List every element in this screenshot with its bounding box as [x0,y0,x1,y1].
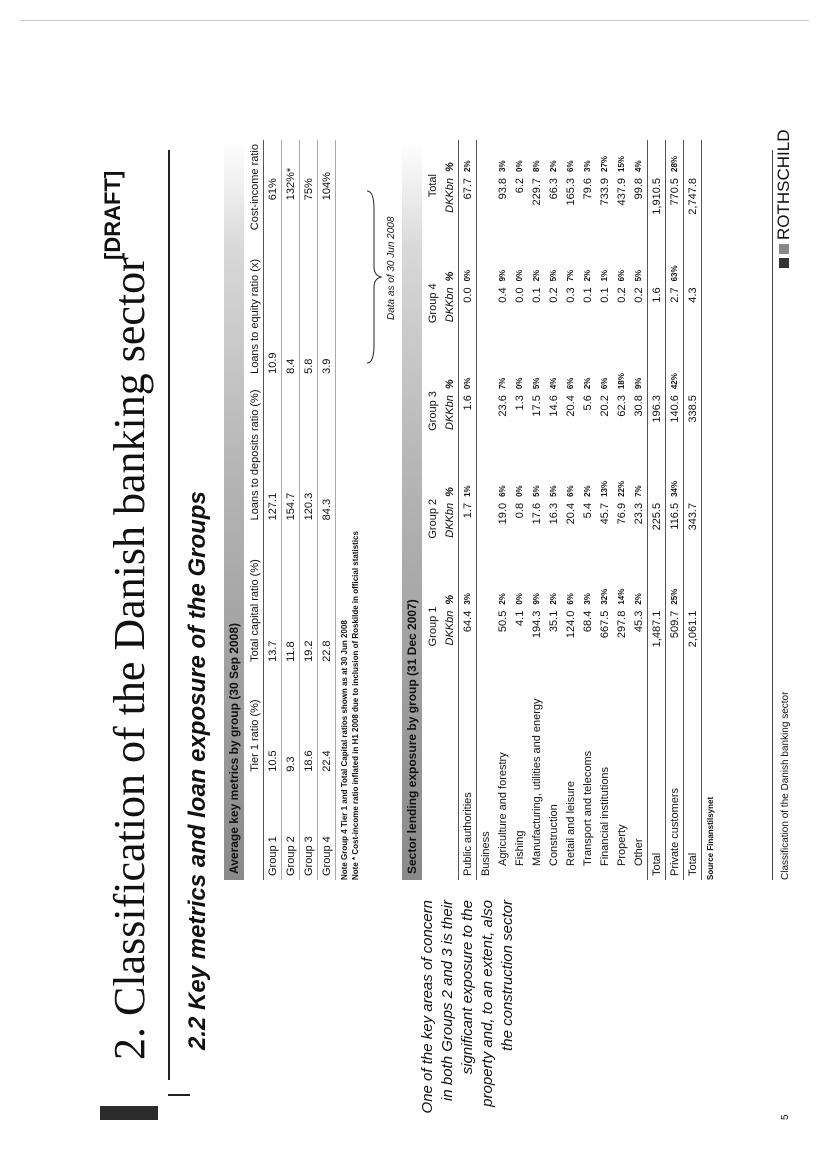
row-label: Fishing [513,830,526,866]
amount-cell: 16.3 [547,502,560,525]
row-label: Other [632,838,645,866]
column-header [246,776,264,880]
percent-cell [477,573,495,607]
percent-cell [477,140,495,174]
amount-cell: 0.0 [513,287,526,303]
amount-cell: 437.9 [615,178,628,206]
amount-cell [477,499,495,573]
table-cell: 61% [264,140,282,234]
amount-cell: 2,747.8 [684,174,702,249]
percent-cell: 9% [498,269,507,282]
sector-table-body [459,140,702,880]
unit-header: DKKbn [441,283,459,357]
sector-exposure-band: Sector lending exposure by group (31 Dec 2007) [402,140,422,880]
amount-cell: 79.6 [581,178,594,200]
percent-cell: 42% [666,357,684,391]
title-accent-bar [100,1106,158,1120]
percent-cell: 32% [600,588,609,605]
amount-cell: 338.5 [684,391,702,465]
percent-cell: 2% [549,593,558,605]
table-row [300,140,318,880]
percent-cell: 3% [583,593,592,605]
amount-cell: 0.2 [632,287,645,303]
percent-cell: 7% [498,377,507,390]
group-header: Group 3 [426,391,439,431]
pct-header: % [441,573,459,607]
row-label: Transport and telecoms [581,750,594,866]
amount-cell: 20.2 [598,395,611,417]
key-metrics-table [246,140,336,880]
amount-cell [477,607,495,682]
row-label: Financial institutions [598,766,611,866]
slide [100,100,800,1120]
percent-cell: 14% [617,588,626,605]
table-cell: 10.9 [264,234,282,378]
pct-header: % [441,465,459,499]
column-header: Tier 1 ratio (%) [246,666,264,776]
amount-cell: 2,061.1 [684,607,702,682]
percent-cell: 13% [600,480,609,497]
percent-cell [648,249,666,283]
amount-cell: 770.5 [666,174,684,249]
source-note: Source Finanstilsynet [706,796,715,880]
header-rule-tick [168,1094,190,1096]
amount-cell: 0.1 [530,287,543,303]
unit-header: DKKbn [441,607,459,682]
amount-cell: 5.6 [581,395,594,411]
row-label: Property [615,824,628,866]
table-cell: 104% [318,140,336,234]
percent-cell: 5% [532,485,541,497]
unit-header: DKKbn [441,499,459,573]
percent-cell [648,140,666,174]
table-cell: 132%* [282,140,300,234]
amount-cell: 196.3 [648,391,666,465]
amount-cell: 67.7 [459,174,477,249]
amount-cell: 66.3 [547,178,560,200]
amount-cell: 20.4 [564,395,577,417]
table-row [511,140,528,880]
amount-cell: 509.7 [666,607,684,682]
amount-cell: 140.6 [666,391,684,465]
amount-cell: 297.8 [615,610,628,639]
amount-cell: 1,487.1 [648,607,666,682]
row-label: Group 1 [264,776,282,880]
amount-cell: 35.1 [547,610,560,633]
header-rule [168,150,170,1080]
sector-exposure-table [424,140,702,880]
amount-cell: 165.3 [564,178,577,206]
amount-cell: 0.2 [547,287,560,303]
table-row [613,140,630,880]
percent-cell: 2% [459,140,477,174]
table-row [648,140,666,880]
amount-cell: 30.8 [632,395,645,417]
amount-cell: 68.4 [581,610,594,633]
percent-cell: 3% [459,573,477,607]
percent-cell: 8% [532,160,541,172]
amount-cell: 45.3 [632,610,645,633]
percent-cell: 28% [666,140,684,174]
amount-cell: 733.9 [598,178,611,206]
table-cell: 84.3 [318,378,336,524]
row-label: Total [648,682,666,880]
row-label: Business [479,831,492,876]
table-row [666,140,684,880]
percent-cell: 6% [566,377,575,390]
table-row [477,140,495,880]
amount-cell: 23.3 [632,502,645,525]
amount-cell: 23.6 [496,395,509,417]
amount-cell: 93.8 [496,178,509,200]
amount-cell: 17.5 [530,395,543,417]
row-label: Group 2 [282,776,300,880]
amount-cell: 343.7 [684,499,702,573]
percent-cell: 6% [566,593,575,605]
table-row [282,140,300,880]
table-row [596,140,613,880]
percent-cell [684,357,702,391]
group-header-row [424,140,441,880]
percent-cell [684,465,702,499]
row-label: Total [684,682,702,880]
amount-cell: 19.0 [496,502,509,525]
amount-cell: 4.1 [513,610,526,626]
table-row [684,140,702,880]
amount-cell: 124.0 [564,610,577,639]
table-row [459,140,477,880]
percent-cell: 6% [566,160,575,172]
section-subtitle: 2.2 Key metrics and loan exposure of the Groups [184,491,211,1050]
rothschild-logo [774,129,794,268]
amount-cell: 64.4 [459,607,477,682]
percent-cell: 2% [583,269,592,282]
amount-cell [477,283,495,357]
row-label: Retail and leisure [564,781,577,866]
amount-cell: 5.4 [581,502,594,519]
percent-cell [477,465,495,499]
table-row [494,140,511,880]
percent-cell: 1% [459,465,477,499]
percent-cell: 2% [583,377,592,390]
amount-cell: 225.5 [648,499,666,573]
percent-cell: 6% [600,377,609,390]
amount-cell: 50.5 [496,610,509,633]
row-label: Group 3 [300,776,318,880]
percent-cell: 0% [515,269,524,282]
percent-cell [477,357,495,391]
pct-header: % [441,249,459,283]
table-cell: 22.8 [318,524,336,666]
percent-cell: 9% [634,377,643,390]
percent-cell [648,465,666,499]
percent-cell: 15% [617,155,626,172]
amount-cell: 194.3 [530,610,543,639]
percent-cell [684,140,702,174]
key-metrics-header-row [246,140,264,880]
table-cell: 11.8 [282,524,300,666]
percent-cell: 63% [666,249,684,283]
percent-cell: 18% [617,373,626,390]
percent-cell: 9% [532,593,541,605]
column-header: Loans to equity ratio (x) [246,234,264,378]
amount-cell: 1.3 [513,395,526,411]
percent-cell: 4% [634,160,643,172]
percent-cell: 2% [498,593,507,605]
data-as-of-label: Data as of 30 Jun 2008 [386,216,397,320]
percent-cell [648,357,666,391]
percent-cell: 7% [634,485,643,497]
table-cell: 18.6 [300,666,318,776]
percent-cell: 0% [515,593,524,605]
percent-cell: 0% [459,357,477,391]
table-cell: 120.3 [300,378,318,524]
percent-cell: 3% [583,160,592,172]
table-cell: 75% [300,140,318,234]
pct-header: % [441,357,459,391]
bracket-path [367,191,381,363]
percent-cell: 0% [459,249,477,283]
table-cell: 5.8 [300,234,318,378]
amount-cell: 1,910.5 [648,174,666,249]
amount-cell: 0.4 [496,287,509,303]
table-cell: 13.7 [264,524,282,666]
amount-cell [477,391,495,465]
logo-text: ROTHSCHILD [774,129,793,240]
percent-cell: 2% [583,485,592,497]
percent-cell: 5% [532,377,541,390]
table-row [545,140,562,880]
footer-caption: Classification of the Danish banking sector [780,691,791,880]
amount-cell: 116.5 [666,499,684,573]
group-header: Group 1 [426,606,439,647]
percent-cell: 6% [498,485,507,497]
sector-exposure-section [402,140,716,880]
note-tier1: Note Group 4 Tier 1 and Total Capital ratios shown as at 30 Jun 2008 [340,620,349,880]
table-row [562,140,579,880]
percent-cell: 27% [600,155,609,172]
column-header: Total capital ratio (%) [246,524,264,666]
percent-cell: 2% [549,160,558,172]
percent-cell: 2% [634,593,643,605]
amount-cell: 0.8 [513,502,526,519]
group-header: Group 2 [426,498,439,539]
amount-cell: 0.1 [598,287,611,303]
table-cell: 10.5 [264,666,282,776]
amount-cell: 14.6 [547,395,560,417]
row-label: Public authorities [459,682,477,880]
column-header: Loans to deposits ratio (%) [246,378,264,524]
percent-cell: 4% [549,377,558,390]
amount-cell: 0.1 [581,287,594,303]
unit-header: DKKbn [441,391,459,465]
row-label: Construction [547,804,560,866]
amount-cell: 20.4 [564,502,577,525]
table-row [630,140,648,880]
table-row [579,140,596,880]
table-cell: 154.7 [282,378,300,524]
percent-cell: 2% [532,269,541,282]
group-header: Group 4 [426,283,439,324]
unit-header: DKKbn [441,174,459,249]
sidebar-commentary: One of the key areas of concern in both Groups 2 and 3 is their significant exposure to the property and, to an extent, also the construction sector [419,900,516,1114]
percent-cell: 3% [498,160,507,172]
amount-cell: 76.9 [615,502,628,525]
amount-cell: 229.7 [530,178,543,206]
table-cell: 127.1 [264,378,282,524]
table-cell: 19.2 [300,524,318,666]
row-label: Group 4 [318,776,336,880]
percent-cell: 34% [666,465,684,499]
percent-cell: 6% [566,485,575,497]
amount-cell [477,174,495,249]
row-label: Manufacturing, utilities and energy [530,698,543,866]
pct-header: % [441,140,459,174]
note-cost-income: Note * Cost-income ratio inflated in H1 2008 due to inclusion of Roskilde in official statistics [351,531,360,880]
table-row [318,140,336,880]
amount-cell: 45.7 [598,502,611,525]
table-row [264,140,282,880]
row-label: Agriculture and forestry [496,752,509,866]
percent-cell: 0% [515,160,524,172]
percent-cell [648,573,666,607]
amount-cell: 2.7 [666,283,684,357]
footer-rule [772,150,773,880]
amount-cell: 0.2 [615,287,628,303]
percent-cell [477,249,495,283]
amount-cell: 6.2 [513,178,526,194]
group-header: Total [426,174,439,198]
key-metrics-section [224,140,361,880]
table-row [528,140,545,880]
amount-cell: 1.6 [648,283,666,357]
page-top-rule [20,20,809,21]
amount-cell: 62.3 [615,395,628,417]
percent-cell [684,573,702,607]
percent-cell: 25% [666,573,684,607]
table-cell: 22.4 [318,666,336,776]
amount-cell: 667.5 [598,610,611,639]
key-metrics-band: Average key metrics by group (30 Sep 2008) [224,140,244,880]
percent-cell [684,249,702,283]
logo-square-icon [779,244,789,254]
row-label: Private customers [666,682,684,880]
amount-cell: 1.7 [459,499,477,573]
amount-cell: 0.3 [564,287,577,303]
draft-label: [DRAFT] [100,170,125,260]
amount-cell: 1.6 [459,391,477,465]
unit-header-row [441,140,459,880]
amount-cell: 0.0 [459,283,477,357]
percent-cell: 6% [617,269,626,282]
table-cell: 3.9 [318,234,336,378]
amount-cell: 4.3 [684,283,702,357]
percent-cell: 5% [549,485,558,497]
percent-cell: 5% [549,269,558,282]
table-cell: 9.3 [282,666,300,776]
percent-cell: 0% [515,485,524,497]
table-cell: 8.4 [282,234,300,378]
page-number: 5 [780,1114,791,1120]
percent-cell: 7% [566,269,575,282]
percent-cell: 22% [617,480,626,497]
percent-cell: 5% [634,269,643,282]
bracket-graphic [366,189,382,365]
percent-cell: 1% [600,269,609,282]
column-header: Cost-income ratio [246,140,264,234]
amount-cell: 99.8 [632,178,645,200]
percent-cell: 0% [515,377,524,390]
logo-square-icon [779,258,789,268]
amount-cell: 17.6 [530,502,543,525]
page-title: 2. Classification of the Danish banking sector [105,257,154,1060]
